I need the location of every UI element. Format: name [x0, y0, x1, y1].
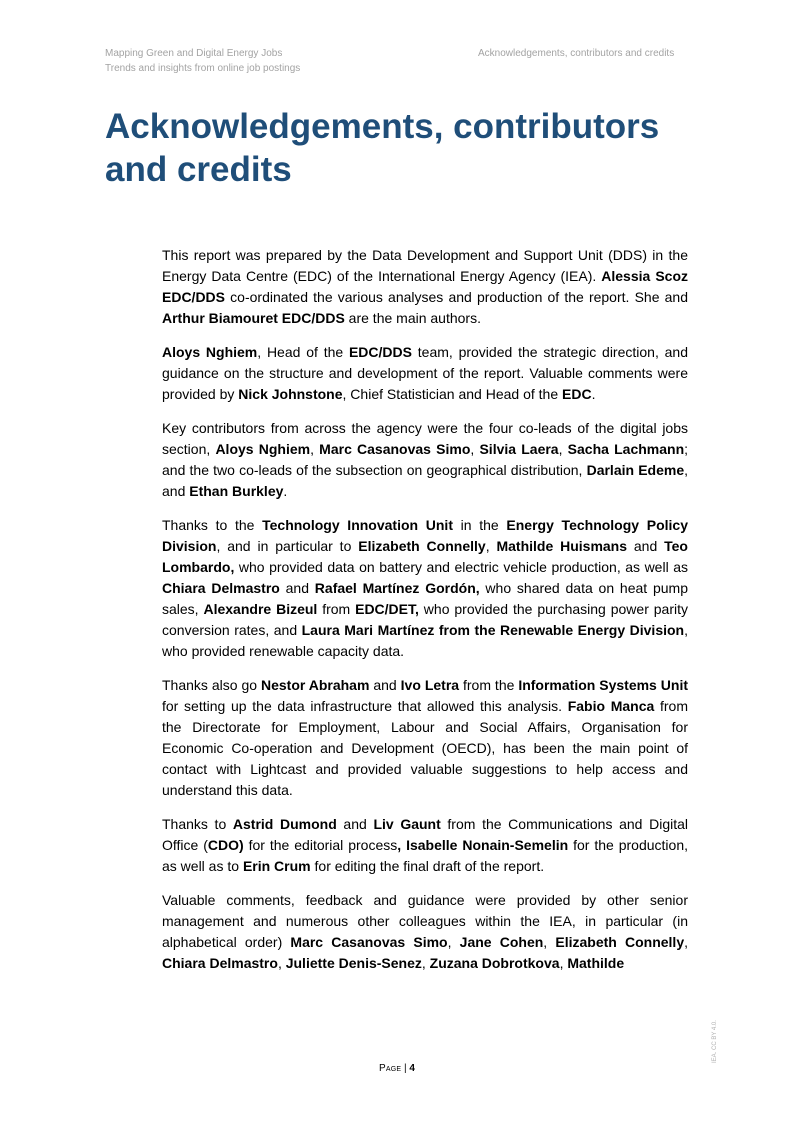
text-run: ,	[558, 441, 568, 457]
text-run: for the editorial process	[243, 837, 398, 853]
paragraph	[162, 418, 688, 502]
text-run: who provided the purchasing power parity conversion rates, and	[162, 601, 688, 638]
text-run: for the production, as well as to	[162, 837, 689, 874]
bold-text: Silvia Laera	[479, 441, 559, 457]
text-run: ,	[277, 955, 286, 971]
page-number: 4	[409, 1063, 415, 1074]
body-text	[162, 245, 688, 974]
bold-text: Jane Cohen	[459, 934, 544, 950]
text-run: for setting up the data infrastructure that allowed this analysis.	[162, 698, 568, 714]
bold-text: Teo Lombardo,	[162, 538, 688, 575]
text-run: and	[336, 816, 374, 832]
text-run: , who provided renewable capacity data.	[162, 622, 688, 659]
bold-text: Arthur Biamouret EDC/DDS	[162, 310, 345, 326]
page-footer	[0, 1063, 794, 1075]
paragraph	[162, 675, 688, 801]
bold-text: Energy Technology Policy Division	[162, 517, 688, 554]
bold-text: Chiara Delmastro	[162, 955, 278, 971]
page-title: Acknowledgements, contributors and credits	[105, 107, 660, 189]
paragraph	[162, 890, 688, 974]
text-run: ,	[543, 934, 556, 950]
bold-text: Laura Mari Martínez from the Renewable Energy Division	[301, 622, 685, 638]
text-run: from the Directorate for Employment, Labour and Social Affairs, Organisation for Economic Co-operation and Development (OECD), has been the main point of contact with Lightcast and provided valuable suggestions to help access and understand this data.	[162, 698, 689, 798]
bold-text: Chiara Delmastro	[162, 580, 280, 596]
text-run: and	[279, 580, 315, 596]
text-run: who shared data on heat pump sales,	[162, 580, 688, 617]
text-run: .	[591, 386, 596, 402]
bold-text: Marc Casanovas Simo	[319, 441, 471, 457]
text-run: Key contributors from across the agency were the four co-leads of the digital jobs section,	[162, 420, 688, 457]
text-run: ,	[559, 955, 568, 971]
text-run: Thanks to the	[162, 517, 263, 533]
license-notice: IEA. CC BY 4.0.	[712, 1020, 718, 1063]
text-run: This report was prepared by the Data Development and Support Unit (DDS) in the Energy Data Centre (EDC) of the International Energy Agency (IEA).	[162, 247, 688, 284]
bold-text: CDO)	[207, 837, 244, 853]
text-run: team, provided the strategic direction, and guidance on the structure and development of the report. Valuable comments were provided by	[162, 344, 688, 402]
text-run: ,	[310, 441, 320, 457]
bold-text: Mathilde Huismans	[496, 538, 628, 554]
running-header-right: Acknowledgements, contributors and credits	[478, 48, 675, 59]
bold-text: Juliette Denis-Senez	[285, 955, 422, 971]
page-separator: |	[401, 1063, 410, 1074]
text-run: ,	[684, 934, 688, 950]
text-run: in the	[452, 517, 507, 533]
text-run: ,	[421, 955, 430, 971]
text-run: and	[369, 677, 401, 693]
paragraph	[162, 245, 688, 329]
bold-text: Elizabeth Connelly	[555, 934, 685, 950]
bold-text: Technology Innovation Unit	[262, 517, 453, 533]
bold-text: Nestor Abraham	[260, 677, 370, 693]
page-label: Page	[379, 1063, 402, 1074]
text-run: from	[317, 601, 356, 617]
text-run: , Head of the	[257, 344, 349, 360]
bold-text: Aloys Nghiem	[162, 344, 258, 360]
text-run: from the Communications and Digital Office (	[162, 816, 689, 853]
bold-text: Alexandre Bizeul	[203, 601, 318, 617]
text-run: ,	[447, 934, 460, 950]
running-header-left	[105, 46, 300, 76]
bold-text: Elizabeth Connelly	[358, 538, 486, 554]
bold-text: EDC/DDS	[348, 344, 412, 360]
text-run: , and	[162, 462, 689, 499]
bold-text: EDC	[562, 386, 592, 402]
bold-text: Alessia Scoz EDC/DDS	[162, 268, 688, 305]
text-run: and	[627, 538, 665, 554]
text-run: Thanks to	[162, 816, 233, 832]
text-run: Thanks also go	[162, 677, 261, 693]
bold-text: Rafael Martínez Gordón,	[314, 580, 480, 596]
bold-text: Ivo Letra	[400, 677, 460, 693]
paragraph	[162, 342, 688, 405]
text-run: ,	[470, 441, 480, 457]
text-run: ,	[485, 538, 497, 554]
text-run: , and in particular to	[216, 538, 359, 554]
paragraph	[162, 814, 688, 877]
text-run: from the	[459, 677, 519, 693]
bold-text: Zuzana Dobrotkova	[429, 955, 560, 971]
paragraph	[162, 515, 688, 662]
text-run: ; and the two co-leads of the subsection on geographical distribution,	[162, 441, 689, 478]
text-run: are the main authors.	[344, 310, 481, 326]
report-title-header: Mapping Green and Digital Energy Jobs	[105, 48, 283, 59]
bold-text: Information Systems Unit	[518, 677, 688, 693]
bold-text: Astrid Dumond	[232, 816, 337, 832]
bold-text: Marc Casanovas Simo	[290, 934, 448, 950]
bold-text: Mathilde	[567, 955, 625, 971]
bold-text: EDC/DET,	[355, 601, 419, 617]
report-subtitle-header: Trends and insights from online job postings	[105, 63, 301, 74]
bold-text: Erin Crum	[242, 858, 311, 874]
bold-text: Aloys Nghiem	[215, 441, 311, 457]
text-run: who provided data on battery and electric vehicle production, as well as	[234, 559, 688, 575]
bold-text: Darlain Edeme	[586, 462, 685, 478]
text-run: , Chief Statistician and Head of the	[342, 386, 562, 402]
text-run: .	[283, 483, 288, 499]
bold-text: Sacha Lachmann	[567, 441, 685, 457]
bold-text: Ethan Burkley	[189, 483, 284, 499]
text-run: co-ordinated the various analyses and production of the report. She and	[225, 289, 688, 305]
bold-text: Liv Gaunt	[373, 816, 441, 832]
bold-text: , Isabelle Nonain-Semelin	[397, 837, 569, 853]
bold-text: Nick Johnstone	[238, 386, 343, 402]
text-run: for editing the final draft of the report.	[310, 858, 545, 874]
bold-text: Fabio Manca	[567, 698, 655, 714]
text-run: Valuable comments, feedback and guidance were provided by other senior management and numerous other colleagues within the IEA, in particular (in alphabetical order)	[162, 892, 688, 950]
